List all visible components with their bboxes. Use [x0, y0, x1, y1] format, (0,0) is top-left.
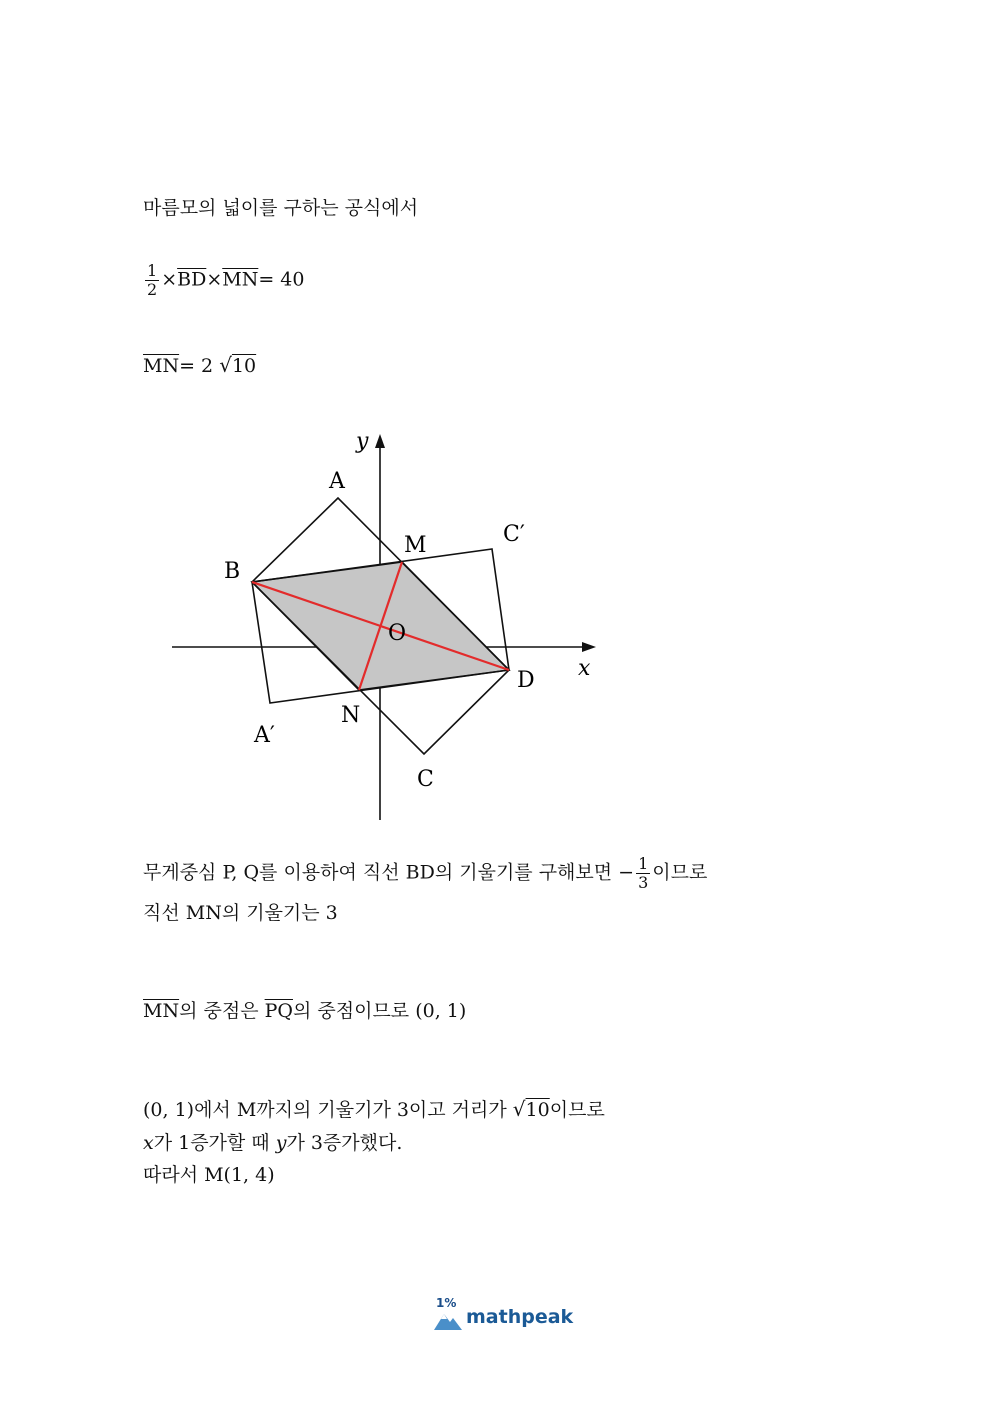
- label-c-prime: C′: [503, 522, 525, 547]
- y-axis-arrow-icon: [375, 434, 385, 448]
- rhombus-figure: [160, 420, 610, 825]
- slope-bd-text: 무게중심 P, Q를 이용하여 직선 BD의 기울기를 구해보면 − $\frac{1}{3}$ 이므로: [143, 854, 708, 892]
- label-b: B: [224, 559, 241, 584]
- segment-bd: $\overline{BD}$: [177, 268, 207, 291]
- label-y: y: [356, 429, 369, 454]
- sqrt-ten-2: √10: [512, 1097, 550, 1121]
- logo-percent: 1%: [436, 1296, 457, 1310]
- mn-length-equation: $\overline{MN}= 2$ √10: [143, 353, 257, 377]
- area-equation: $\frac{1}{2}$ $\times\overline{BD}\times\overline{MN}= 40$: [147, 261, 305, 299]
- conclusion-text: 따라서 M(1, 4): [143, 1164, 275, 1186]
- x-axis-arrow-icon: [582, 642, 596, 652]
- label-a-prime: A′: [254, 723, 275, 748]
- increment-text: x가 1증가할 때 y가 3증가했다.: [143, 1132, 403, 1154]
- label-d: D: [517, 668, 535, 693]
- mathpeak-logo: [434, 1296, 574, 1336]
- label-m: M: [404, 533, 427, 558]
- label-x: x: [578, 656, 591, 681]
- intro-text: 마름모의 넓이를 구하는 공식에서: [143, 197, 419, 219]
- logo-word: mathpeak: [466, 1306, 574, 1328]
- midpoint-text: $\overline{MN}$의 중점은 $\overline{PQ}$의 중점이므로 (0, 1): [143, 1000, 467, 1022]
- label-a: A: [329, 469, 345, 494]
- fraction-third: $\frac{1}{3}$: [638, 854, 649, 892]
- label-c: C: [417, 767, 434, 792]
- mountain-icon: [434, 1310, 462, 1332]
- label-n: N: [341, 703, 361, 728]
- segment-mn: $\overline{MN}$: [222, 268, 259, 291]
- fraction-half: $\frac{1}{2}$: [147, 261, 158, 299]
- distance-text: (0, 1)에서 M까지의 기울기가 3이고 거리가 √10이므로: [143, 1097, 605, 1121]
- label-o: O: [388, 621, 407, 646]
- sqrt-ten: √10: [219, 353, 257, 377]
- slope-mn-text: 직선 MN의 기울기는 3: [143, 902, 338, 924]
